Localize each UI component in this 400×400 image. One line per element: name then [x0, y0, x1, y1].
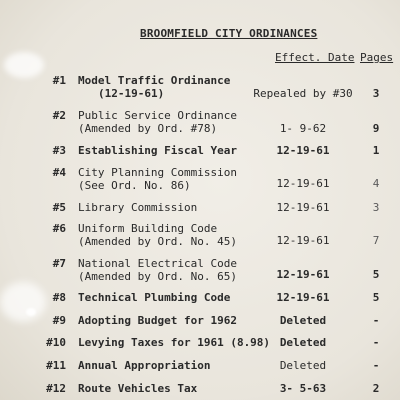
ordinance-title-text: Uniform Building Code: [78, 222, 218, 235]
ordinance-number: #12: [46, 382, 66, 395]
ordinance-title-text: Public Service Ordinance: [78, 109, 237, 122]
page-count: 2: [372, 382, 380, 395]
effective-date: 12-19-61: [276, 291, 330, 304]
document-title: BROOMFIELD CITY ORDINANCES: [140, 27, 318, 40]
ordinance-title-text: Model Traffic Ordinance: [78, 74, 231, 87]
ordinance-number: #6: [52, 222, 66, 235]
effective-date: 12-19-61: [276, 144, 330, 157]
effective-date: 3- 5-63: [279, 382, 327, 395]
ordinance-title: [78, 166, 237, 192]
effective-date: Deleted: [279, 336, 327, 349]
page-count: 9: [372, 122, 380, 135]
ordinance-number: #1: [52, 74, 66, 87]
page-count: 5: [372, 268, 380, 281]
ordinance-title: Route Vehicles Tax: [78, 382, 198, 395]
ordinance-title-text: City Planning Commission: [78, 166, 237, 179]
effective-date: 12-19-61: [276, 268, 330, 281]
ordinance-title: Annual Appropriation: [78, 359, 211, 372]
ordinance-title: [78, 257, 237, 283]
effective-date: 12-19-61: [276, 177, 330, 190]
ordinance-title: [78, 222, 237, 248]
ordinance-number: #3: [52, 144, 66, 157]
effective-date: Deleted: [279, 359, 327, 372]
page-count: 4: [372, 177, 380, 190]
ordinance-title: [78, 74, 230, 100]
ordinance-number: #11: [46, 359, 66, 372]
ordinance-title: Levying Taxes for 1961 (8.98): [78, 336, 271, 349]
ordinance-number: #2: [52, 109, 66, 122]
page-count: 1: [372, 144, 380, 157]
ordinance-number: #7: [52, 257, 66, 270]
effective-date: 1- 9-62: [279, 122, 327, 135]
page-count: 5: [372, 291, 380, 304]
page-count: 3: [372, 201, 380, 214]
effective-date: Repealed by #30: [253, 87, 353, 100]
page-count: -: [372, 336, 380, 349]
ordinance-note: (Amended by Ord. No. 45): [78, 235, 237, 248]
page-count: 7: [372, 234, 380, 247]
ordinance-title-text: National Electrical Code: [78, 257, 237, 270]
ordinance-note: (Amended by Ord. #78): [78, 122, 218, 135]
effective-date: 12-19-61: [276, 201, 330, 214]
effective-date: Deleted: [279, 314, 327, 327]
ordinance-note: (See Ord. No. 86): [78, 179, 191, 192]
header-pages: Pages: [360, 51, 394, 64]
page-count: 3: [372, 87, 380, 100]
effective-date: 12-19-61: [276, 234, 330, 247]
page-count: -: [372, 314, 380, 327]
ordinance-note: (12-19-61): [98, 87, 165, 100]
ordinance-title: [78, 109, 237, 135]
ordinance-number: #4: [52, 166, 66, 179]
ordinance-title: Adopting Budget for 1962: [78, 314, 237, 327]
ordinance-title: Library Commission: [78, 201, 198, 214]
header-effective-date: Effect. Date: [275, 51, 355, 64]
page-count: -: [372, 359, 380, 372]
ordinance-number: #10: [46, 336, 66, 349]
ordinance-number: #5: [52, 201, 66, 214]
ordinance-note: (Amended by Ord. No. 65): [78, 270, 237, 283]
ordinance-number: #8: [52, 291, 66, 304]
ordinance-number: #9: [52, 314, 66, 327]
ordinance-title: Establishing Fiscal Year: [78, 144, 237, 157]
ordinance-title: Technical Plumbing Code: [78, 291, 231, 304]
